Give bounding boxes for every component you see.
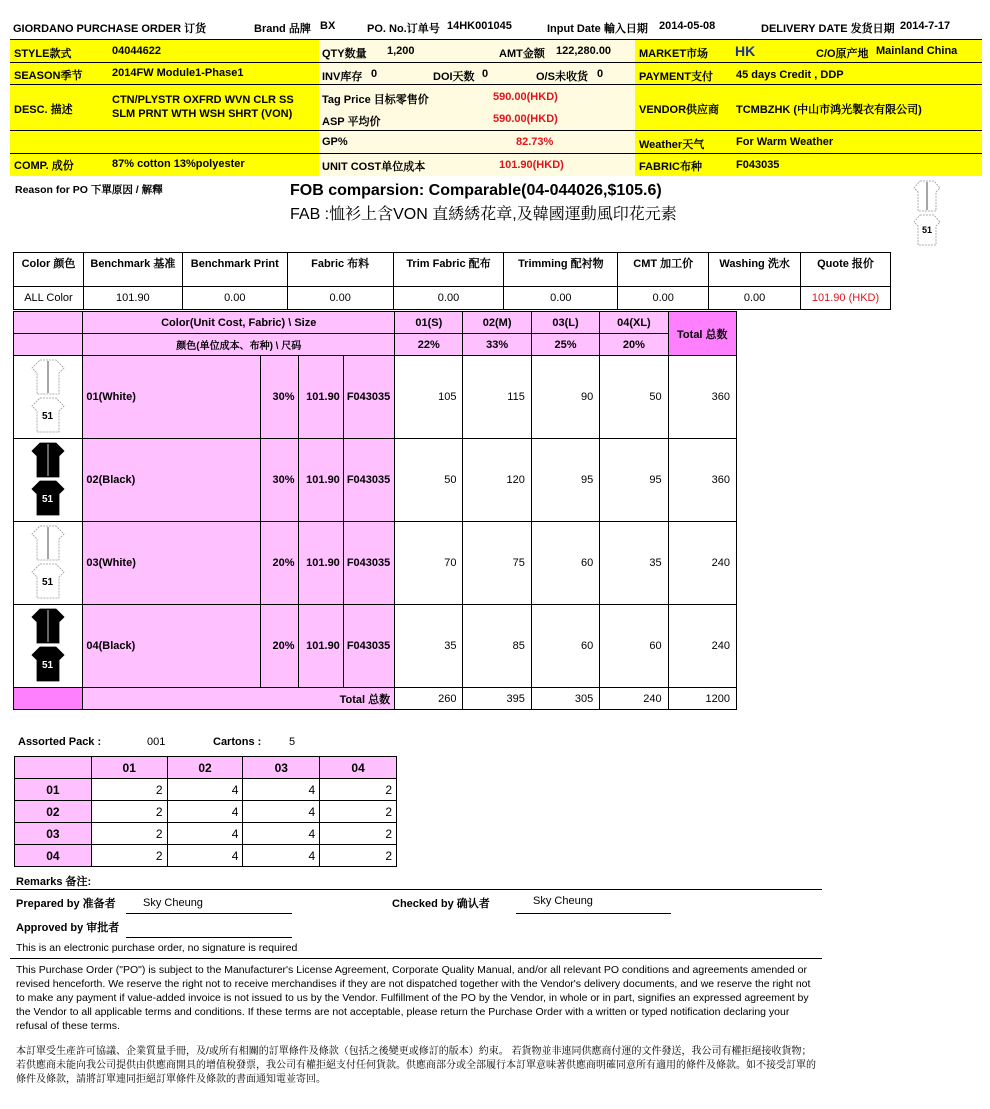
color-size-header: Color(Unit Cost, Fabric) \ Size	[83, 312, 395, 334]
pack-row	[15, 845, 397, 867]
size-header: 02(M)	[463, 312, 531, 334]
reason-label: Reason for PO 下單原因 / 解釋	[15, 184, 163, 196]
cost-header: CMT 加工价	[618, 253, 709, 287]
cost-value: 0.00	[618, 287, 709, 310]
svg-text:51: 51	[42, 410, 54, 422]
cost-header: Washing 洗水	[709, 253, 801, 287]
grand-total: 1200	[668, 688, 736, 710]
color-row	[14, 605, 737, 688]
input-date: 2014-05-08	[659, 20, 716, 32]
remarks-label: Remarks 备注:	[16, 876, 92, 888]
doi-label: DOI天数	[433, 71, 475, 83]
electronic-note: This is an electronic purchase order, no signature is required	[16, 942, 298, 954]
inv-label: INV库存	[322, 71, 363, 83]
color-pct: 30%	[261, 356, 298, 439]
pack-row-label: 04	[15, 845, 92, 867]
fabric-value: F043035	[736, 159, 780, 171]
size-total: 305	[531, 688, 599, 710]
payment-value: 45 days Credit , DDP	[736, 69, 844, 81]
fabric-label: FABRIC布种	[639, 161, 702, 173]
cost-header: Trimming 配衬物	[504, 253, 618, 287]
pack-qty: 4	[167, 801, 243, 823]
order-info-grid	[10, 39, 982, 176]
cartons-value: 5	[289, 736, 296, 748]
size-qty: 60	[531, 605, 599, 688]
pack-row	[15, 801, 397, 823]
shirt-black-image	[14, 439, 83, 522]
pack-qty: 4	[167, 823, 243, 845]
size-qty: 60	[600, 605, 668, 688]
color-row	[14, 522, 737, 605]
fab-description: FAB :恤衫上含VON 直綉綉花章,及韓國運動風印花元素	[290, 206, 677, 223]
assorted-pack-value: 001	[147, 736, 166, 748]
season-value: 2014FW Module1-Phase1	[112, 67, 244, 79]
total-row-corner	[14, 688, 83, 710]
color-pct: 30%	[261, 439, 298, 522]
size-total: 240	[600, 688, 668, 710]
total-header: Total 总数	[668, 312, 736, 356]
pack-row-label: 03	[15, 823, 92, 845]
gp-value: 82.73%	[516, 136, 554, 148]
pack-qty: 4	[243, 845, 320, 867]
color-pct: 20%	[261, 605, 298, 688]
checked-by-label: Checked by 确认者	[392, 898, 490, 910]
inv-value: 0	[371, 68, 378, 80]
brand-value: BX	[320, 20, 336, 32]
pack-qty: 2	[91, 779, 167, 801]
size-qty: 75	[463, 522, 531, 605]
pack-col-header: 01	[91, 757, 167, 779]
po-number: 14HK001045	[447, 20, 512, 32]
svg-text:51: 51	[42, 493, 54, 505]
doi-value: 0	[482, 68, 489, 80]
size-qty: 60	[531, 522, 599, 605]
cost-value: 101.90	[83, 287, 182, 310]
season-label: SEASON季节	[14, 70, 83, 82]
color-name: 03(White)	[83, 522, 261, 605]
corner-cell	[14, 334, 83, 356]
checked-signature-line	[516, 913, 671, 914]
prepared-signature-line	[126, 913, 292, 914]
cartons-label: Cartons :	[213, 736, 262, 748]
color-unit-cost: 101.90	[298, 522, 343, 605]
size-header: 01(S)	[395, 312, 463, 334]
pack-qty: 4	[243, 823, 320, 845]
pack-qty: 4	[167, 779, 243, 801]
pack-row-label: 01	[15, 779, 92, 801]
pack-qty: 2	[91, 845, 167, 867]
size-qty: 35	[395, 605, 463, 688]
cost-value: 0.00	[182, 287, 287, 310]
shirt-white-image	[14, 522, 83, 605]
shirt-black-image	[14, 605, 83, 688]
shirt-white-image	[14, 356, 83, 439]
delivery-date: 2014-7-17	[900, 20, 951, 32]
prepared-by-name: Sky Cheung	[143, 897, 203, 909]
size-qty: 115	[463, 356, 531, 439]
size-pct: 33%	[463, 334, 531, 356]
pack-qty: 2	[91, 801, 167, 823]
pack-qty: 2	[320, 779, 397, 801]
pack-qty: 2	[320, 823, 397, 845]
size-qty: 70	[395, 522, 463, 605]
corner-cell	[14, 312, 83, 334]
assorted-pack-table	[14, 756, 397, 867]
pack-col-header: 04	[320, 757, 397, 779]
color-unit-cost: 101.90	[298, 605, 343, 688]
size-qty: 95	[600, 439, 668, 522]
fob-comparison: FOB comparsion: Comparable(04-044026,$105.6)	[290, 182, 662, 199]
pack-qty: 4	[243, 801, 320, 823]
approved-by-label: Approved by 审批者	[16, 922, 120, 934]
weather-value: For Warm Weather	[736, 136, 834, 148]
color-pct: 20%	[261, 522, 298, 605]
pack-qty: 2	[91, 823, 167, 845]
size-qty: 50	[395, 439, 463, 522]
cost-value: ALL Color	[14, 287, 84, 310]
size-header: 04(XL)	[600, 312, 668, 334]
pack-row-label: 02	[15, 801, 92, 823]
gp-label: GP%	[322, 136, 348, 148]
pack-col-header: 02	[167, 757, 243, 779]
checked-by-name: Sky Cheung	[533, 895, 593, 907]
cost-value: 0.00	[287, 287, 393, 310]
divider	[10, 958, 822, 959]
color-unit-cost: 101.90	[298, 356, 343, 439]
style-label: STYLE款式	[14, 48, 72, 60]
size-pct: 25%	[531, 334, 599, 356]
qty-value: 1,200	[387, 45, 415, 57]
color-name: 04(Black)	[83, 605, 261, 688]
cost-header: Fabric 布料	[287, 253, 393, 287]
divider	[10, 889, 822, 890]
size-qty: 35	[600, 522, 668, 605]
pack-row	[15, 779, 397, 801]
color-fabric: F043035	[343, 522, 394, 605]
color-name: 01(White)	[83, 356, 261, 439]
os-value: 0	[597, 68, 604, 80]
pack-qty: 2	[320, 801, 397, 823]
size-qty: 95	[531, 439, 599, 522]
pack-col-header: 03	[243, 757, 320, 779]
style-value: 04044622	[112, 45, 161, 57]
tag-price-label: Tag Price 目标零售价	[322, 94, 429, 106]
delivery-date-label: DELIVERY DATE 发货日期	[761, 23, 895, 35]
size-qty: 50	[600, 356, 668, 439]
approved-signature-line	[126, 937, 292, 938]
color-fabric: F043035	[343, 356, 394, 439]
po-title: GIORDANO PURCHASE ORDER 订货	[13, 23, 207, 35]
cost-value: 101.90 (HKD)	[801, 287, 891, 310]
pack-qty: 4	[243, 779, 320, 801]
payment-label: PAYMENT支付	[639, 71, 713, 83]
size-total: 395	[463, 688, 531, 710]
color-size-header-cn: 颜色(单位成本、布种) \ 尺码	[83, 334, 395, 356]
desc-line-1: CTN/PLYSTR OXFRD WVN CLR SS	[112, 94, 294, 106]
color-fabric: F043035	[343, 605, 394, 688]
cost-header: Benchmark 基准	[83, 253, 182, 287]
size-qty: 105	[395, 356, 463, 439]
row-total: 360	[668, 356, 736, 439]
cost-value: 0.00	[393, 287, 504, 310]
co-label: C/O原产地	[816, 48, 869, 60]
co-value: Mainland China	[876, 45, 958, 57]
pack-qty: 2	[320, 845, 397, 867]
size-pct: 20%	[600, 334, 668, 356]
vendor-value: TCMBZHK (中山市鸿光製衣有限公司)	[736, 104, 922, 116]
cost-value: 0.00	[709, 287, 801, 310]
cost-header: Benchmark Print	[182, 253, 287, 287]
vendor-label: VENDOR供应商	[639, 104, 720, 116]
cost-value: 0.00	[504, 287, 618, 310]
color-unit-cost: 101.90	[298, 439, 343, 522]
cost-header: Trim Fabric 配布	[393, 253, 504, 287]
cost-header: Color 颜色	[14, 253, 84, 287]
color-name: 02(Black)	[83, 439, 261, 522]
po-number-label: PO. No.订单号	[367, 23, 440, 35]
assorted-pack-label: Assorted Pack :	[18, 736, 102, 748]
unit-cost-label: UNIT COST单位成本	[322, 161, 426, 173]
amt-value: 122,280.00	[556, 45, 612, 57]
size-qty: 90	[531, 356, 599, 439]
pack-row	[15, 823, 397, 845]
row-total: 240	[668, 522, 736, 605]
tag-price-value: 590.00(HKD)	[493, 91, 558, 103]
row-total: 360	[668, 439, 736, 522]
cost-header: Quote 报价	[801, 253, 891, 287]
size-qty: 120	[463, 439, 531, 522]
asp-value: 590.00(HKD)	[493, 113, 558, 125]
unit-cost-value: 101.90(HKD)	[499, 159, 564, 171]
size-total: 260	[395, 688, 463, 710]
cost-breakdown-table	[13, 252, 891, 310]
qty-label: QTY数量	[322, 48, 367, 60]
shirt-thumbnail-image	[912, 178, 942, 253]
prepared-by-label: Prepared by 准备者	[16, 898, 116, 910]
color-row	[14, 439, 737, 522]
desc-line-2: SLM PRNT WTH WSH SHRT (VON)	[112, 108, 293, 120]
svg-text:51: 51	[922, 225, 933, 235]
size-qty: 85	[463, 605, 531, 688]
amt-label: AMT金额	[499, 48, 545, 60]
os-label: O/S未收货	[536, 71, 588, 83]
comp-value: 87% cotton 13%polyester	[112, 158, 245, 170]
total-row-label: Total 总数	[83, 688, 395, 710]
market-label: MARKET市场	[639, 48, 709, 60]
svg-text:51: 51	[42, 576, 54, 588]
pack-qty: 4	[167, 845, 243, 867]
market-value: HK	[735, 43, 756, 59]
color-fabric: F043035	[343, 439, 394, 522]
terms-chinese: 本訂單受生產許可協議、企業質量手冊，及/或所有相關的訂單條件及條款（包括之後變更或修訂的版本）約束。 若貨物並非連同供應商付運的文件發送，我公司有權拒絕接收貨物；若供應商未能向我公司提供由供應商開具的增值稅發票，我公司有權拒絕支付任何貨款。供應商部分或全部履行本訂單意味著供應商明確同意所有適用的條件及條款。如不接受訂單的條件及條款，請將訂單連同拒絕訂單條件及條款的書面通知電並寄回。	[16, 1046, 816, 1085]
asp-label: ASP 平均价	[322, 116, 381, 128]
pack-corner	[15, 757, 92, 779]
color-row	[14, 356, 737, 439]
input-date-label: Input Date 輸入日期	[547, 23, 648, 35]
desc-label: DESC. 描述	[14, 104, 73, 116]
size-breakdown-table	[13, 311, 737, 710]
size-pct: 22%	[395, 334, 463, 356]
size-header: 03(L)	[531, 312, 599, 334]
row-total: 240	[668, 605, 736, 688]
comp-label: COMP. 成份	[14, 160, 74, 172]
brand-label: Brand 品牌	[254, 23, 311, 35]
terms-english: This Purchase Order ("PO") is subject to the Manufacturer's License Agreement, Corporate Quality Manual, and/or all relevant PO conditions and agreements amended or revised henceforth. We reserve the right not to receive merchandises if they are not dispatched together with the Vendor's delivery documents, and we reserve the right not to make any payment if value-added invoice is not issued to us by the Vendor. Fulfillment of the PO by the Vendor, in whole or in part, signifies an expressed agreement by the Vendor to all applicable terms and conditions. If these terms are not acceptable, please return the Purchase Order with a written or typed notification declaring your refusal of these terms.	[16, 964, 811, 1032]
weather-label: Weather天气	[639, 139, 705, 151]
svg-text:51: 51	[42, 659, 54, 671]
